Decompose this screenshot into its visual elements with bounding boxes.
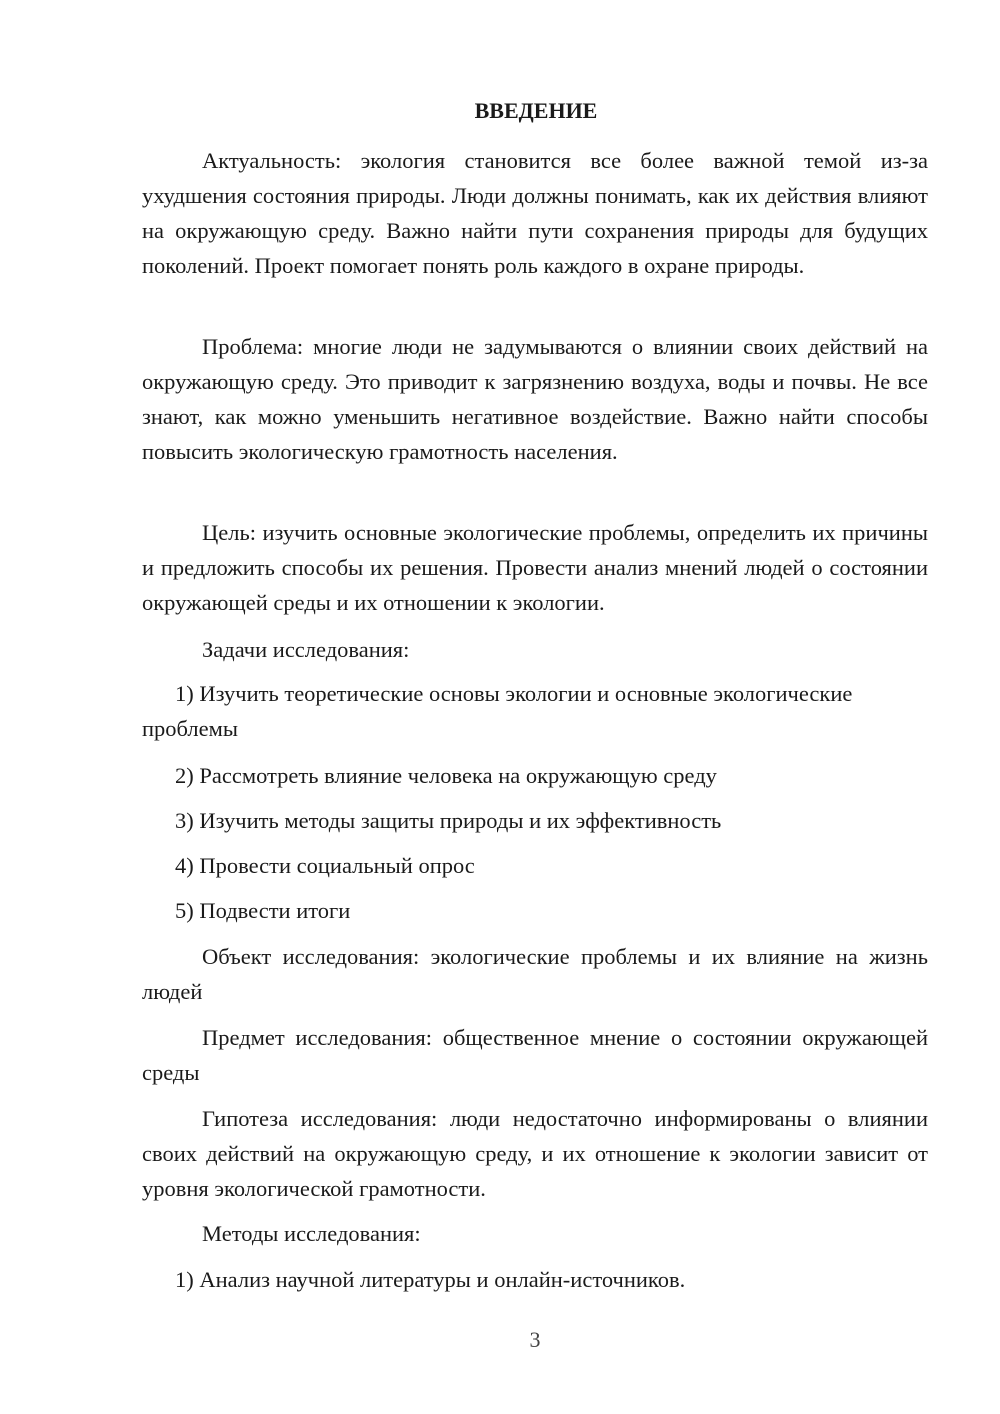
tasks-heading: Задачи исследования: <box>202 637 410 662</box>
task-item-2: 2) Рассмотреть влияние человека на окружающую среду <box>175 763 717 788</box>
task-item-4: 4) Провести социальный опрос <box>175 853 475 878</box>
page-number: 3 <box>529 1327 541 1352</box>
method-item-1: 1) Анализ научной литературы и онлайн-источников. <box>175 1267 686 1292</box>
task-item-5: 5) Подвести итоги <box>175 898 351 923</box>
problem-paragraph: Проблема: многие люди не задумываются о влиянии своих действий на окружающую среду. Это приводит к загрязнению воздуха, воды и почвы. Не все знают, как можно уменьшить негативное воздействие. Важно найти способы повысить экологическую грамотность населения. <box>142 334 928 464</box>
relevance-paragraph: Актуальность: экология становится все более важной темой из-за ухудшения состояния природы. Люди должны понимать, как их действия влияют на окружающую среду. Важно найти пути сохранения природы для будущих поколений. Проект помогает понять роль каждого в охране природы. <box>142 148 928 278</box>
methods-heading: Методы исследования: <box>202 1221 421 1246</box>
subject-paragraph: Предмет исследования: общественное мнение о состоянии окружающей среды <box>142 1025 928 1085</box>
hypothesis-paragraph: Гипотеза исследования: люди недостаточно информированы о влиянии своих действий на окружающую среду, и их отношение к экологии зависит от уровня экологической грамотности. <box>142 1106 928 1201</box>
task-item-3: 3) Изучить методы защиты природы и их эффективность <box>175 808 722 833</box>
page-title: ВВЕДЕНИЕ <box>474 98 598 123</box>
goal-paragraph: Цель: изучить основные экологические проблемы, определить их причины и предложить способы их решения. Провести анализ мнений людей о состоянии окружающей среды и их отношении к экологии. <box>142 520 928 615</box>
object-paragraph: Объект исследования: экологические проблемы и их влияние на жизнь людей <box>142 944 928 1004</box>
task-item-1: 1) Изучить теоретические основы экологии и основные экологические проблемы <box>142 681 853 741</box>
